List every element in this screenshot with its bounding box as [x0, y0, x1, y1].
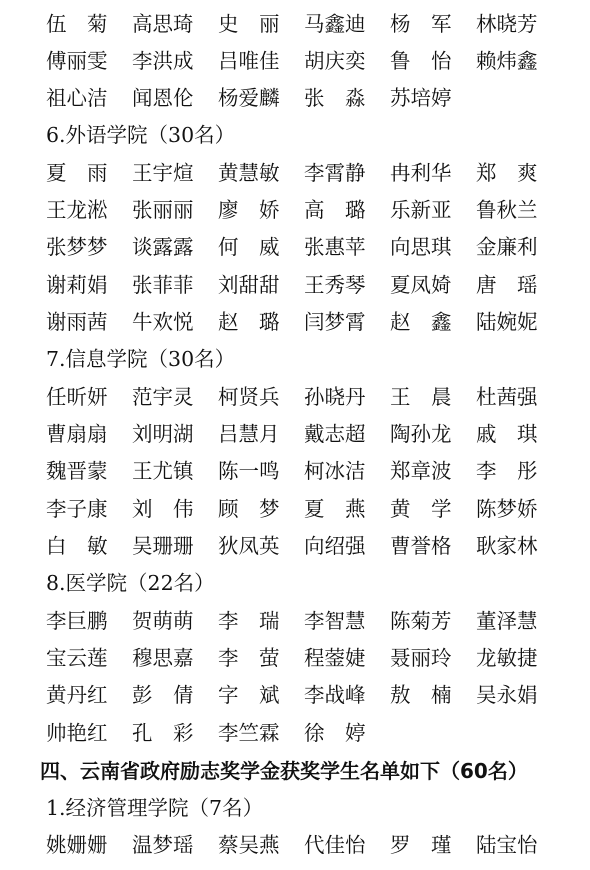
name-row: [46, 456, 562, 486]
student-name: 廖 娇: [218, 198, 280, 222]
name-row: [46, 718, 390, 748]
student-name: 谈露露: [132, 235, 194, 259]
student-name: 李巨鹏: [46, 609, 108, 633]
student-name: 张丽丽: [132, 198, 194, 222]
student-name: 郑章波: [390, 459, 452, 483]
student-name: 金廉利: [476, 235, 538, 259]
student-name: 王宇煊: [132, 161, 194, 185]
student-name: 刘明湖: [132, 422, 194, 446]
student-name: 宝云莲: [46, 646, 108, 670]
student-name: 刘甜甜: [218, 273, 280, 297]
name-row: [46, 83, 476, 113]
student-name: 贺萌萌: [132, 609, 194, 633]
student-name: 曹誉格: [390, 534, 452, 558]
student-name: 闫梦霄: [304, 310, 366, 334]
student-name: 王秀琴: [304, 273, 366, 297]
name-row: [46, 830, 562, 860]
student-name: 王尤镇: [132, 459, 194, 483]
section-heading: 1.经济管理学院（7名）: [46, 796, 264, 820]
student-name: 龙敏捷: [476, 646, 538, 670]
student-name: 字 斌: [218, 683, 280, 707]
student-name: 任昕妍: [46, 385, 108, 409]
name-row: [46, 195, 562, 225]
student-name: 陈菊芳: [390, 609, 452, 633]
student-name: 罗 瑾: [390, 833, 452, 857]
student-name: 范宇灵: [132, 385, 194, 409]
student-name: 蔡吴燕: [218, 833, 280, 857]
student-name: 白 敏: [46, 534, 108, 558]
student-name: 张惠苹: [304, 235, 366, 259]
student-name: 林晓芳: [476, 12, 538, 36]
student-name: 赖炜鑫: [476, 49, 538, 73]
student-name: 夏凤婍: [390, 273, 452, 297]
student-name: 张 淼: [304, 86, 366, 110]
student-name: 苏培婷: [390, 86, 452, 110]
section-heading: 6.外语学院（30名）: [46, 123, 236, 147]
student-name: 向绍强: [304, 534, 366, 558]
student-name: 陈一鸣: [218, 459, 280, 483]
name-row: [46, 494, 562, 524]
student-name: 杨 军: [390, 12, 452, 36]
student-name: 聂丽玲: [390, 646, 452, 670]
student-name: 李洪成: [132, 49, 194, 73]
student-name: 戴志超: [304, 422, 366, 446]
student-name: 高 璐: [304, 198, 366, 222]
student-name: 李竺霖: [218, 721, 280, 745]
student-name: 刘 伟: [132, 497, 194, 521]
student-name: 傅丽雯: [46, 49, 108, 73]
name-row: [46, 680, 562, 710]
student-name: 狄凤英: [218, 534, 280, 558]
student-name: 鲁 怡: [390, 49, 452, 73]
student-name: 王龙淞: [46, 198, 108, 222]
student-name: 伍 菊: [46, 12, 108, 36]
student-name: 杨爱麟: [218, 86, 280, 110]
name-row: [46, 307, 562, 337]
student-name: 郑 爽: [476, 161, 538, 185]
name-row: [46, 46, 562, 76]
student-name: 温梦瑶: [132, 833, 194, 857]
student-name: 姚姗姗: [46, 833, 108, 857]
student-name: 高思琦: [132, 12, 194, 36]
student-name: 陶孙龙: [390, 422, 452, 446]
student-name: 黄丹红: [46, 683, 108, 707]
student-name: 胡庆奕: [304, 49, 366, 73]
name-row: [46, 606, 562, 636]
name-row: [46, 531, 562, 561]
student-name: 杜茜强: [476, 385, 538, 409]
student-name: 吴珊珊: [132, 534, 194, 558]
student-name: 李 彤: [476, 459, 538, 483]
student-name: 张菲菲: [132, 273, 194, 297]
name-row: [46, 643, 562, 673]
name-row: [46, 9, 562, 39]
student-name: 黄慧敏: [218, 161, 280, 185]
student-name: 向思琪: [390, 235, 452, 259]
student-name: 李智慧: [304, 609, 366, 633]
student-name: 李战峰: [304, 683, 366, 707]
student-name: 夏 雨: [46, 161, 108, 185]
student-name: 何 威: [218, 235, 280, 259]
name-row: [46, 270, 562, 300]
student-name: 李 萤: [218, 646, 280, 670]
student-name: 谢雨茜: [46, 310, 108, 334]
student-name: 陈梦娇: [476, 497, 538, 521]
name-row: [46, 382, 562, 412]
student-name: 马鑫迪: [304, 12, 366, 36]
student-name: 李子康: [46, 497, 108, 521]
student-name: 冉利华: [390, 161, 452, 185]
student-name: 吕唯佳: [218, 49, 280, 73]
student-name: 乐新亚: [390, 198, 452, 222]
student-name: 祖心洁: [46, 86, 108, 110]
student-name: 李霄静: [304, 161, 366, 185]
student-name: 史 丽: [218, 12, 280, 36]
student-name: 孔 彩: [132, 721, 194, 745]
student-name: 代佳怡: [304, 833, 366, 857]
student-name: 耿家林: [476, 534, 538, 558]
student-name: 鲁秋兰: [476, 198, 538, 222]
student-name: 李 瑞: [218, 609, 280, 633]
student-name: 穆思嘉: [132, 646, 194, 670]
student-name: 赵 鑫: [390, 310, 452, 334]
student-name: 程蓥婕: [304, 646, 366, 670]
student-name: 顾 梦: [218, 497, 280, 521]
student-name: 王 晨: [390, 385, 452, 409]
student-name: 夏 燕: [304, 497, 366, 521]
student-name: 张梦梦: [46, 235, 108, 259]
student-name: 孙晓丹: [304, 385, 366, 409]
student-name: 吕慧月: [218, 422, 280, 446]
student-name: 黄 学: [390, 497, 452, 521]
student-name: 戚 琪: [476, 422, 538, 446]
student-name: 牛欢悦: [132, 310, 194, 334]
student-name: 柯贤兵: [218, 385, 280, 409]
student-name: 陆宝怡: [476, 833, 538, 857]
name-row: [46, 419, 562, 449]
student-name: 闻恩伦: [132, 86, 194, 110]
student-name: 徐 婷: [304, 721, 366, 745]
student-name: 敖 楠: [390, 683, 452, 707]
student-name: 陆婉妮: [476, 310, 538, 334]
student-name: 吴永娟: [476, 683, 538, 707]
main-heading: 四、云南省政府励志奖学金获奖学生名单如下（60名）: [40, 759, 528, 783]
student-name: 柯冰洁: [304, 459, 366, 483]
student-name: 赵 璐: [218, 310, 280, 334]
student-name: 董泽慧: [476, 609, 538, 633]
section-heading: 8.医学院（22名）: [46, 571, 215, 595]
student-name: 帅艳红: [46, 721, 108, 745]
student-name: 唐 瑶: [476, 273, 538, 297]
student-name: 魏晋蒙: [46, 459, 108, 483]
name-row: [46, 158, 562, 188]
student-name: 曹扇扇: [46, 422, 108, 446]
student-name: 彭 倩: [132, 683, 194, 707]
section-heading: 7.信息学院（30名）: [46, 347, 236, 371]
student-name: 谢莉娟: [46, 273, 108, 297]
name-row: [46, 232, 562, 262]
